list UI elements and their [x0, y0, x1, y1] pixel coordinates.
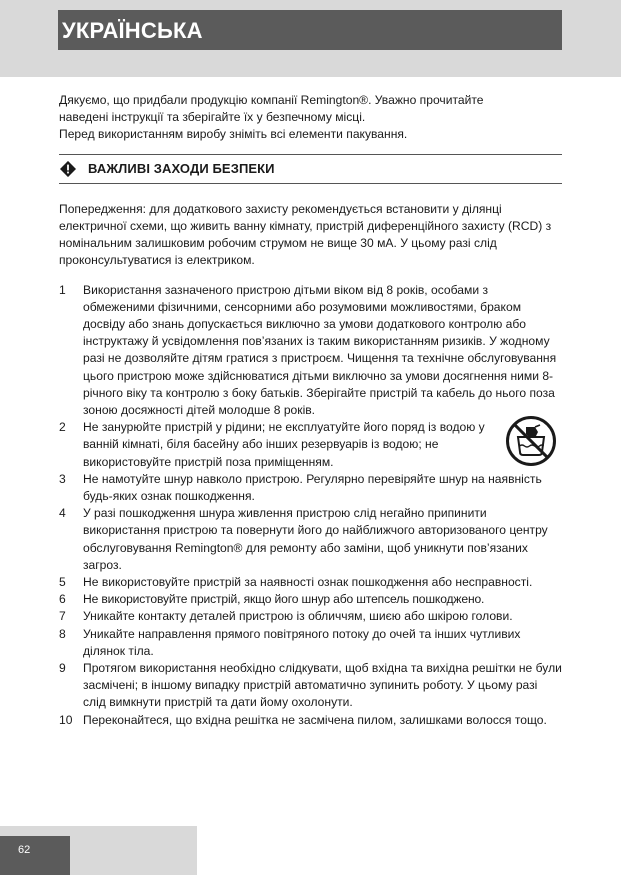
- item-text: Не намотуйте шнур навколо пристрою. Регулярно перевіряйте шнур на наявність будь-яких ознак пошкодження.: [83, 471, 542, 503]
- item-number: 1: [59, 282, 66, 297]
- intro-line: Дякуємо, що придбали продукцію компанії Remington®. Уважно прочитайте: [59, 93, 484, 107]
- list-item: [59, 591, 562, 608]
- language-title: УКРАЇНСЬКА: [58, 10, 562, 50]
- item-number: 3: [59, 471, 66, 486]
- intro-line: Перед використанням виробу зніміть всі елементи пакування.: [59, 127, 408, 142]
- page-content: [59, 92, 562, 729]
- item-text: Уникайте направлення прямого повітряного потоку до очей та інших чутливих ділянок тіла.: [83, 626, 521, 658]
- list-item: [59, 608, 562, 625]
- no-water-bath-icon: [505, 415, 557, 467]
- item-number: 4: [59, 506, 66, 521]
- list-item: [59, 505, 562, 574]
- item-number: 2: [59, 420, 66, 435]
- page-number: 62: [0, 836, 70, 875]
- safety-list: [59, 282, 562, 729]
- list-item: [59, 626, 562, 660]
- list-item: [59, 471, 562, 505]
- item-number: 8: [59, 626, 66, 641]
- item-number: 6: [59, 592, 66, 607]
- item-text: Не використовуйте пристрій, якщо його шнур або штепсель пошкоджено.: [83, 592, 485, 607]
- item-number: 10: [59, 712, 73, 727]
- item-text: У разі пошкодження шнура живлення пристрою слід негайно припинити використання пристрою та повернути його до найближчого авторизованого центру обслуговування Remington® для ремонту або заміни, щоб уникнути пов’язаних загроз.: [83, 506, 548, 572]
- item-text: Уникайте контакту деталей пристрою із обличчям, шиєю або шкірою голови.: [83, 609, 513, 624]
- section-header: [59, 154, 562, 184]
- item-number: 7: [59, 609, 66, 624]
- warning-icon: [60, 161, 76, 177]
- item-text: Протягом використання необхідно слідкувати, щоб вхідна та вихідна решітки не були засмічені; в іншому випадку пристрій автоматично зупинить роботу. У цьому разі слід вимкнути пристрій та дати йому охолонути.: [83, 660, 562, 710]
- list-item: [59, 712, 562, 729]
- item-number: 5: [59, 574, 66, 589]
- intro-text: [59, 92, 562, 144]
- list-item: [59, 419, 562, 471]
- item-text: Використання зазначеного пристрою дітьми віком від 8 років, особами з обмеженими фізичними, сенсорними або розумовими можливостями, браком досвіду або знань допускається виключно за умови додаткового контролю або інструктажу й усвідомлення пов’язаних із таким використанням ризиків. У жодному разі не дозволяйте дітям гратися з пристроєм. Чищення та технічне обслуговування цього пристрою може здійснюватися дітьми виключно за умови досягнення ними 8-річного віку та контролю з боку батьків. Зберігайте пристрій та кабель до нього поза зоною досяжності дітей молодше 8 років.: [83, 282, 557, 417]
- intro-line: наведені інструкції та зберігайте їх у безпечному місці.: [59, 110, 366, 125]
- list-item: [59, 660, 562, 712]
- list-item: [59, 282, 562, 420]
- section-title: ВАЖЛИВІ ЗАХОДИ БЕЗПЕКИ: [88, 161, 275, 176]
- item-text: Не занурюйте пристрій у рідини; не експлуатуйте його поряд із водою у ванній кімнаті, біля басейну або інших резервуарів із водою; не використовуйте пристрій поза приміщенням.: [83, 420, 485, 469]
- item-number: 9: [59, 660, 66, 675]
- item-text: Переконайтеся, що вхідна решітка не засмічена пилом, залишками волосся тощо.: [83, 712, 547, 727]
- list-item: [59, 574, 562, 591]
- rcd-warning: Попередження: для додаткового захисту рекомендується встановити у ділянці електричної схеми, що живить ванну кімнату, пристрій диференційного захисту (RCD) з номінальним залишковим робочим струмом не вище 30 мА. У цьому разі слід проконсультуватися із електриком.: [59, 201, 552, 268]
- item-text: Не використовуйте пристрій за наявності ознак пошкодження або несправності.: [83, 574, 533, 589]
